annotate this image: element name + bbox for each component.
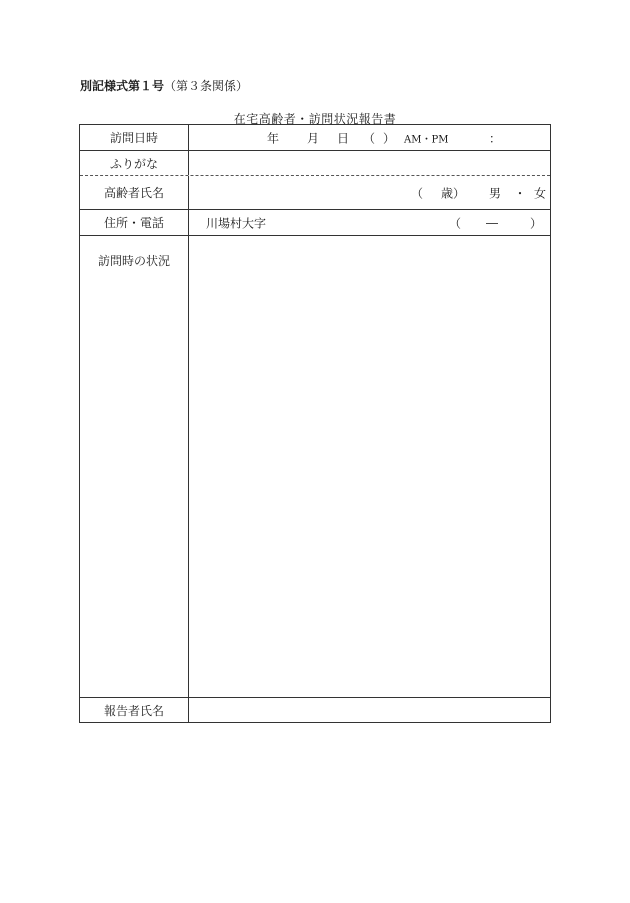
visit-datetime-label: 訪問日時 — [80, 125, 189, 150]
time-separator: ： — [489, 131, 502, 145]
phone-open-paren: （ — [449, 216, 462, 230]
gender-separator: ・ — [514, 186, 527, 200]
visit-datetime-field[interactable] — [189, 125, 550, 150]
month-label: 月 — [307, 131, 320, 145]
reporter-name-label: 報告者氏名 — [80, 698, 189, 722]
weekday-close-paren: ） — [383, 131, 396, 145]
address-phone-label: 住所・電話 — [80, 210, 189, 235]
form-number — [80, 77, 248, 94]
age-unit: 歳） — [441, 186, 466, 200]
year-label: 年 — [267, 131, 280, 145]
furigana-field[interactable] — [189, 151, 550, 175]
address-value: 川場村大字 — [206, 216, 267, 230]
weekday-open-paren: （ — [363, 131, 376, 145]
female-option[interactable]: 女 — [534, 186, 547, 200]
elder-name-label: 高齢者氏名 — [80, 176, 189, 209]
report-form-table — [79, 124, 551, 723]
ampm-label: AM・PM — [404, 134, 449, 145]
phone-close-paren: ） — [530, 216, 543, 230]
male-option[interactable]: 男 — [489, 186, 502, 200]
form-number-note: （第３条関係） — [164, 79, 249, 93]
reporter-name-field[interactable] — [189, 698, 550, 722]
elder-name-field[interactable] — [189, 176, 550, 209]
phone-dash: ― — [486, 215, 498, 230]
form-number-main: 別記様式第１号 — [80, 79, 165, 93]
furigana-label: ふりがな — [80, 151, 189, 175]
row-furigana — [80, 151, 550, 176]
visit-status-field[interactable] — [189, 236, 550, 697]
row-visit-datetime — [80, 125, 550, 151]
row-address-phone — [80, 210, 550, 236]
age-open-paren: （ — [411, 186, 424, 200]
row-elder-name — [80, 176, 550, 210]
address-phone-field[interactable] — [189, 210, 550, 235]
row-reporter-name — [80, 698, 550, 722]
day-label: 日 — [337, 131, 350, 145]
row-visit-status — [80, 236, 550, 698]
document-title: 在宅高齢者・訪問状況報告書 — [233, 112, 397, 126]
visit-status-label: 訪問時の状況 — [80, 236, 189, 697]
